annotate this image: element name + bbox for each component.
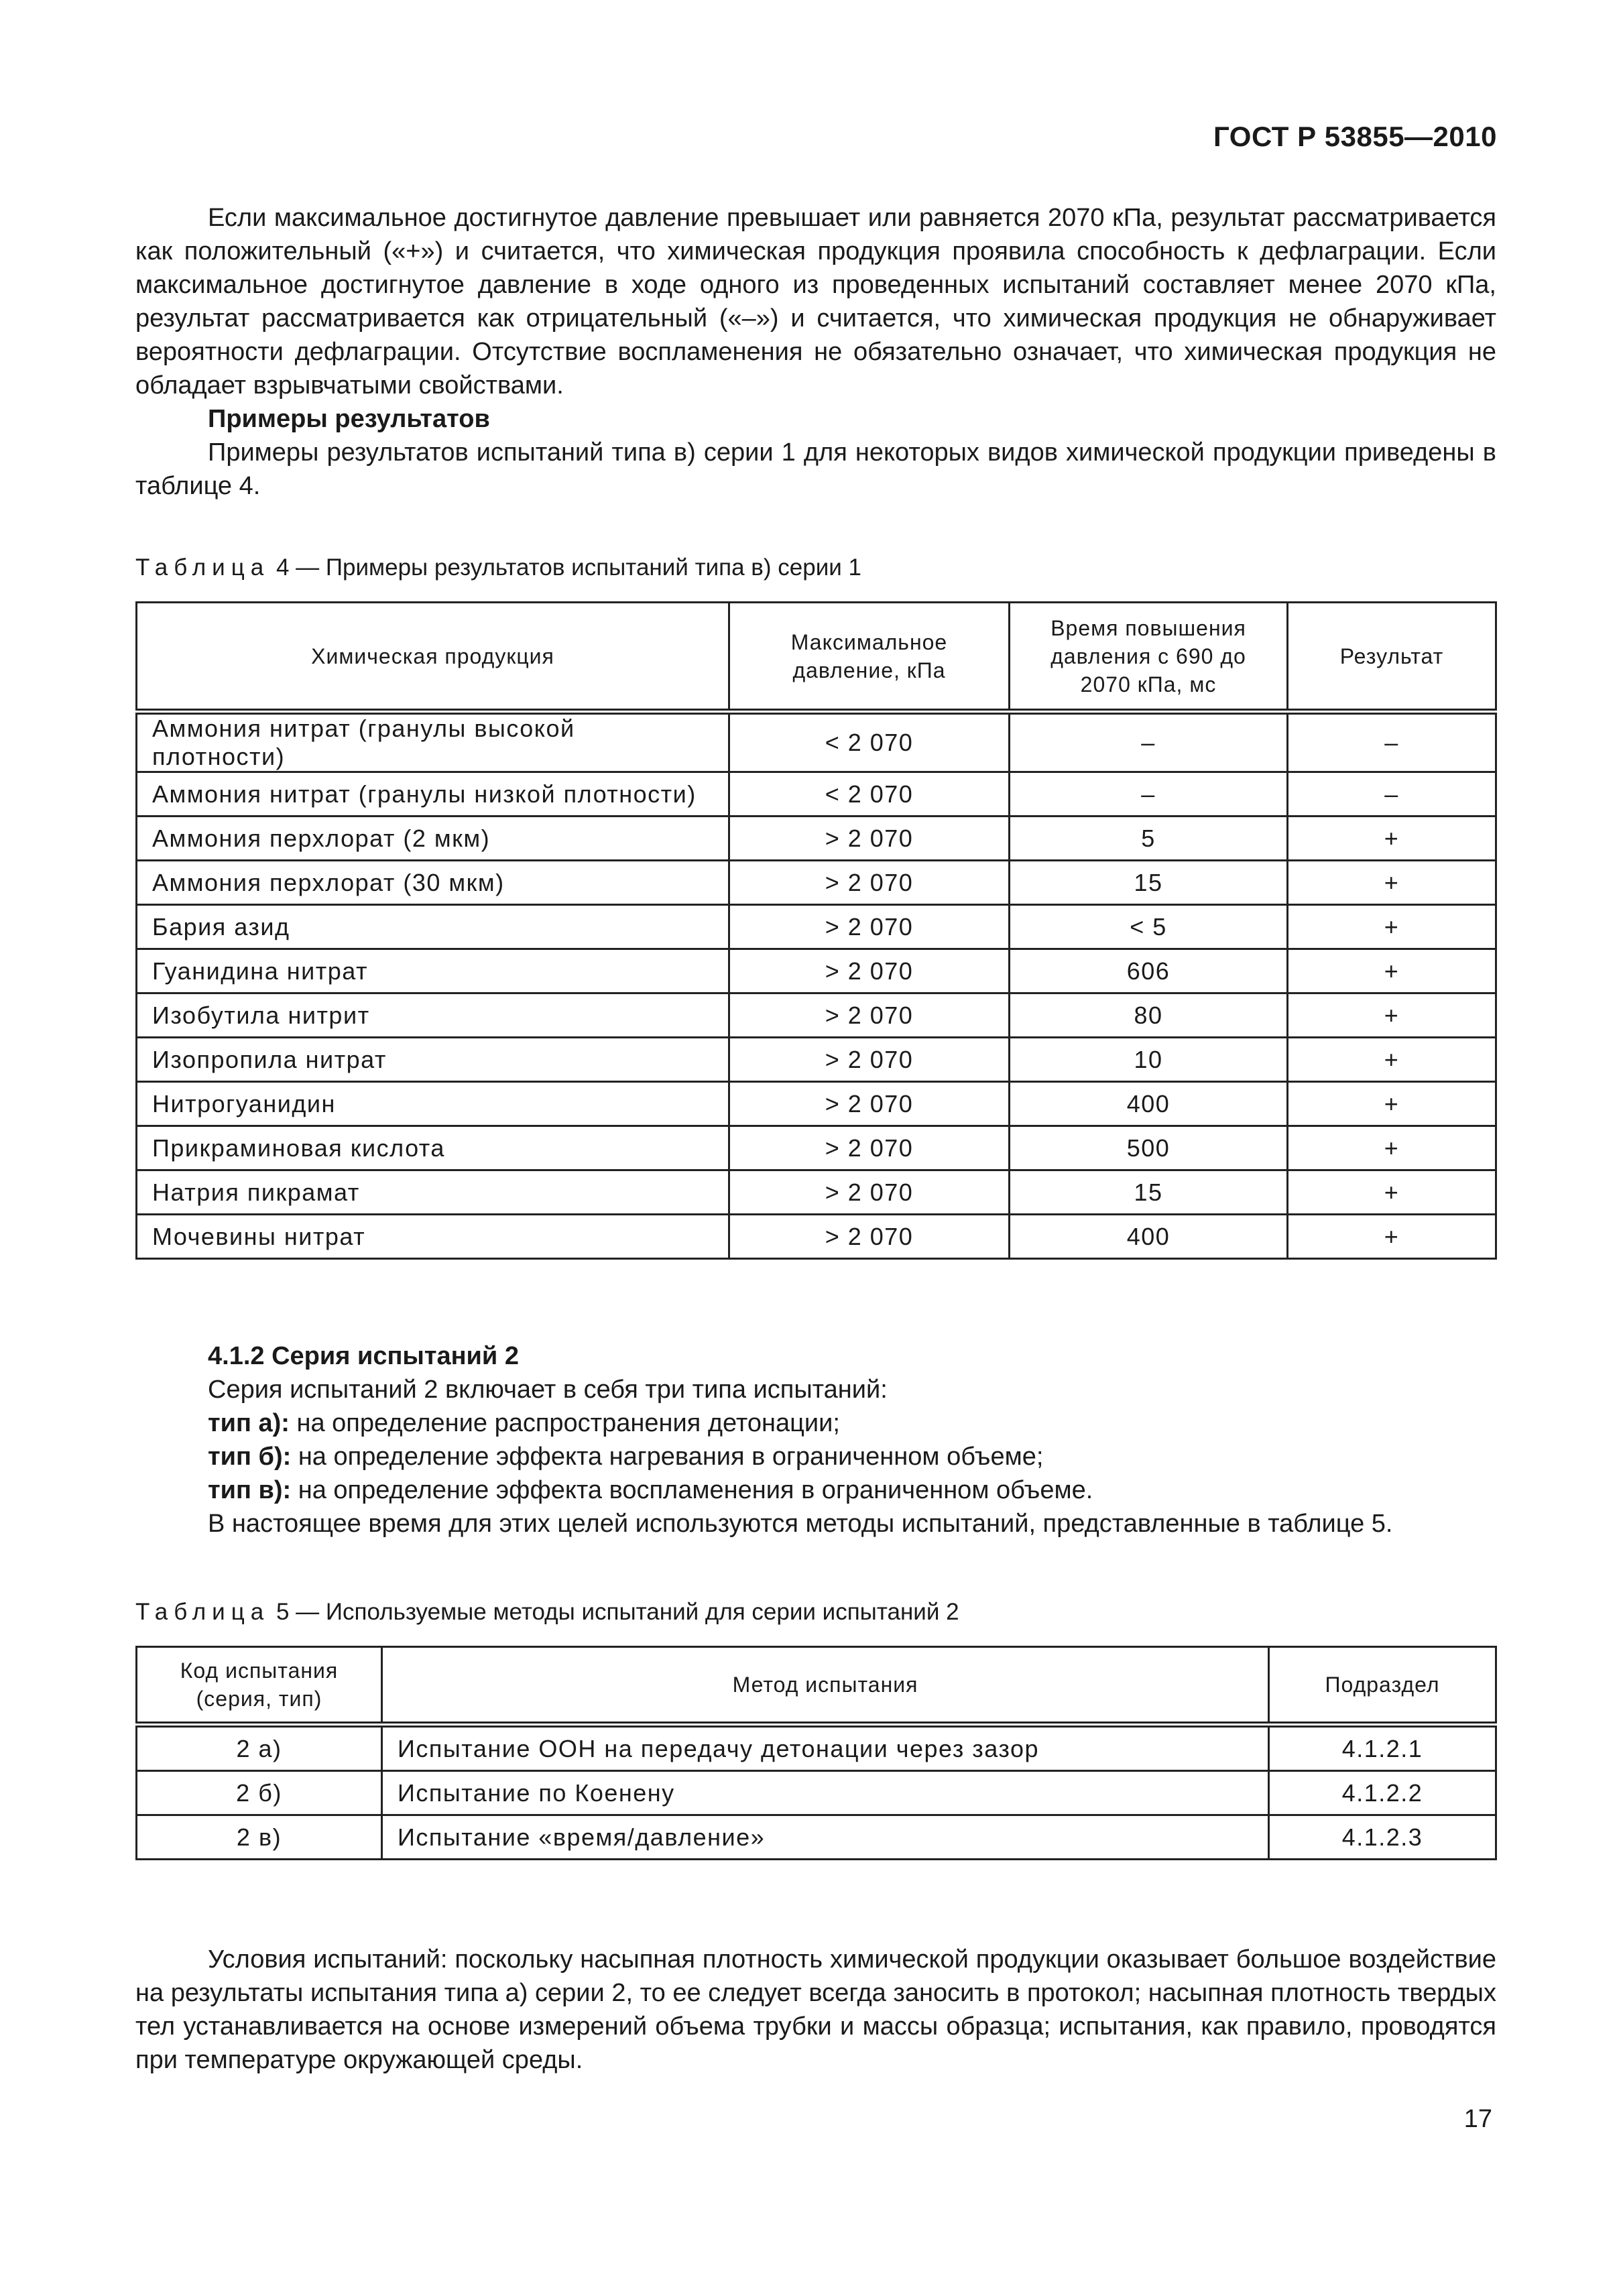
product-cell: Аммония перхлорат (2 мкм) xyxy=(137,817,729,861)
test-code-cell: 2 в) xyxy=(137,1815,382,1860)
rise-time-cell: 80 xyxy=(1010,993,1288,1038)
rise-time-cell: 10 xyxy=(1010,1038,1288,1082)
result-cell: + xyxy=(1288,949,1496,993)
result-cell: + xyxy=(1288,905,1496,949)
product-cell: Нитрогуанидин xyxy=(137,1082,729,1126)
table-row xyxy=(137,1815,1496,1860)
test-method-cell: Испытание ООН на передачу детонации через зазор xyxy=(382,1725,1269,1771)
conditions-section xyxy=(135,1943,1496,2077)
max-pressure-cell: > 2 070 xyxy=(729,1170,1010,1215)
section-closing: В настоящее время для этих целей используются методы испытаний, представленные в таблице 5. xyxy=(208,1510,1393,1538)
rise-time-cell: < 5 xyxy=(1010,905,1288,949)
result-cell: + xyxy=(1288,1215,1496,1259)
subsection-cell: 4.1.2.2 xyxy=(1269,1771,1496,1815)
document-code: ГОСТ Р 53855—2010 xyxy=(1213,121,1497,152)
max-pressure-cell: > 2 070 xyxy=(729,1038,1010,1082)
results-table xyxy=(135,601,1497,1260)
type-b-item xyxy=(135,1440,1496,1473)
type-c-text: на определение эффекта воспламенения в ограниченном объеме. xyxy=(291,1476,1093,1504)
table5-caption xyxy=(135,1597,959,1627)
section-4-1-2 xyxy=(135,1339,1496,1540)
table5-caption-word: Таблица xyxy=(135,1599,270,1625)
result-cell: + xyxy=(1288,1038,1496,1082)
max-pressure-cell: > 2 070 xyxy=(729,817,1010,861)
type-c-label: тип в): xyxy=(208,1476,292,1504)
methods-table xyxy=(135,1646,1497,1860)
table-row xyxy=(137,817,1496,861)
table4-caption-text: 4 — Примеры результатов испытаний типа в) серии 1 xyxy=(276,554,861,581)
max-pressure-cell: > 2 070 xyxy=(729,993,1010,1038)
table-row xyxy=(137,1038,1496,1082)
table-row xyxy=(137,772,1496,817)
test-method-cell: Испытание «время/давление» xyxy=(382,1815,1269,1860)
max-pressure-cell: > 2 070 xyxy=(729,905,1010,949)
section-intro: Серия испытаний 2 включает в себя три типа испытаний: xyxy=(208,1376,888,1404)
type-a-item xyxy=(135,1406,1496,1440)
table-row xyxy=(137,993,1496,1038)
rise-time-cell: 15 xyxy=(1010,861,1288,905)
col-header-subsection: Подраздел xyxy=(1269,1647,1496,1725)
result-cell: + xyxy=(1288,993,1496,1038)
table-row xyxy=(137,949,1496,993)
result-cell: + xyxy=(1288,1126,1496,1170)
col-header-result: Результат xyxy=(1288,603,1496,712)
table-row xyxy=(137,905,1496,949)
type-a-text: на определение распространения детонации; xyxy=(289,1409,840,1437)
table4-caption xyxy=(135,553,861,583)
product-cell: Натрия пикрамат xyxy=(137,1170,729,1215)
type-a-label: тип а): xyxy=(208,1409,290,1437)
product-cell: Прикраминовая кислота xyxy=(137,1126,729,1170)
table5-caption-text: 5 — Используемые методы испытаний для серии испытаний 2 xyxy=(276,1599,959,1625)
product-cell: Бария азид xyxy=(137,905,729,949)
table-row xyxy=(137,1215,1496,1259)
table-row xyxy=(137,1170,1496,1215)
result-cell: + xyxy=(1288,1170,1496,1215)
subsection-cell: 4.1.2.3 xyxy=(1269,1815,1496,1860)
product-cell: Аммония нитрат (гранулы высокой плотности) xyxy=(137,712,729,772)
result-cell: + xyxy=(1288,861,1496,905)
product-cell: Мочевины нитрат xyxy=(137,1215,729,1259)
table4-caption-word: Таблица xyxy=(135,554,270,581)
result-cell: + xyxy=(1288,817,1496,861)
type-b-text: на определение эффекта нагревания в ограниченном объеме; xyxy=(291,1443,1044,1471)
rise-time-cell: 400 xyxy=(1010,1215,1288,1259)
max-pressure-cell: > 2 070 xyxy=(729,861,1010,905)
product-cell: Аммония нитрат (гранулы низкой плотности) xyxy=(137,772,729,817)
max-pressure-cell: > 2 070 xyxy=(729,1126,1010,1170)
test-conditions-paragraph: Условия испытаний: поскольку насыпная плотность химической продукции оказывает большое воздействие на результаты испытания типа а) серии 2, то ее следует всегда заносить в протокол; насыпная плотность твердых тел устанавливается на основе измерений объема трубки и массы образца; испытания, как правило, проводятся при температуре окружающей среды. xyxy=(135,1945,1496,2074)
table-row xyxy=(137,1126,1496,1170)
col-header-test-code: Код испытания (серия, тип) xyxy=(137,1647,382,1725)
table-row xyxy=(137,861,1496,905)
product-cell: Изобутила нитрит xyxy=(137,993,729,1038)
examples-heading: Примеры результатов xyxy=(208,405,490,433)
max-pressure-cell: > 2 070 xyxy=(729,1215,1010,1259)
max-pressure-cell: < 2 070 xyxy=(729,772,1010,817)
test-code-cell: 2 а) xyxy=(137,1725,382,1771)
max-pressure-cell: > 2 070 xyxy=(729,1082,1010,1126)
result-criteria-paragraph: Если максимальное достигнутое давление превышает или равняется 2070 кПа, результат рассматривается как положительный («+») и считается, что химическая продукция проявила способность к дефлаграции. Если максимальное достигнутое давление в ходе одного из проведенных испытаний составляет менее 2070 кПа, результат рассматривается как отрицательный («–») и считается, что химическая продукция не обнаруживает вероятности дефлаграции. Отсутствие воспламенения не обязательно означает, что химическая продукция не обладает взрывчатыми свойствами. xyxy=(135,204,1496,400)
subsection-cell: 4.1.2.1 xyxy=(1269,1725,1496,1771)
result-cell: – xyxy=(1288,772,1496,817)
page-number: 17 xyxy=(1463,2105,1492,2133)
product-cell: Аммония перхлорат (30 мкм) xyxy=(137,861,729,905)
test-code-cell: 2 б) xyxy=(137,1771,382,1815)
type-b-label: тип б): xyxy=(208,1443,292,1471)
rise-time-cell: 400 xyxy=(1010,1082,1288,1126)
rise-time-cell: 606 xyxy=(1010,949,1288,993)
table4-header-row xyxy=(137,603,1496,712)
type-c-item xyxy=(135,1473,1496,1507)
test-method-cell: Испытание по Коенену xyxy=(382,1771,1269,1815)
table-row xyxy=(137,1082,1496,1126)
table-row xyxy=(137,1725,1496,1771)
result-cell: – xyxy=(1288,712,1496,772)
col-header-product: Химическая продукция xyxy=(137,603,729,712)
col-header-rise-time: Время повышения давления с 690 до 2070 кПа, мс xyxy=(1010,603,1288,712)
col-header-test-method: Метод испытания xyxy=(382,1647,1269,1725)
product-cell: Изопропила нитрат xyxy=(137,1038,729,1082)
table-row xyxy=(137,1771,1496,1815)
examples-paragraph: Примеры результатов испытаний типа в) серии 1 для некоторых видов химической продукции приведены в таблице 4. xyxy=(135,438,1496,500)
rise-time-cell: – xyxy=(1010,712,1288,772)
section-heading: 4.1.2 Серия испытаний 2 xyxy=(208,1342,519,1370)
table5-header-row xyxy=(137,1647,1496,1725)
max-pressure-cell: > 2 070 xyxy=(729,949,1010,993)
rise-time-cell: 5 xyxy=(1010,817,1288,861)
rise-time-cell: 500 xyxy=(1010,1126,1288,1170)
rise-time-cell: – xyxy=(1010,772,1288,817)
max-pressure-cell: < 2 070 xyxy=(729,712,1010,772)
product-cell: Гуанидина нитрат xyxy=(137,949,729,993)
col-header-max-pressure: Максимальное давление, кПа xyxy=(729,603,1010,712)
table-row xyxy=(137,712,1496,772)
rise-time-cell: 15 xyxy=(1010,1170,1288,1215)
result-cell: + xyxy=(1288,1082,1496,1126)
intro-section xyxy=(135,201,1496,503)
